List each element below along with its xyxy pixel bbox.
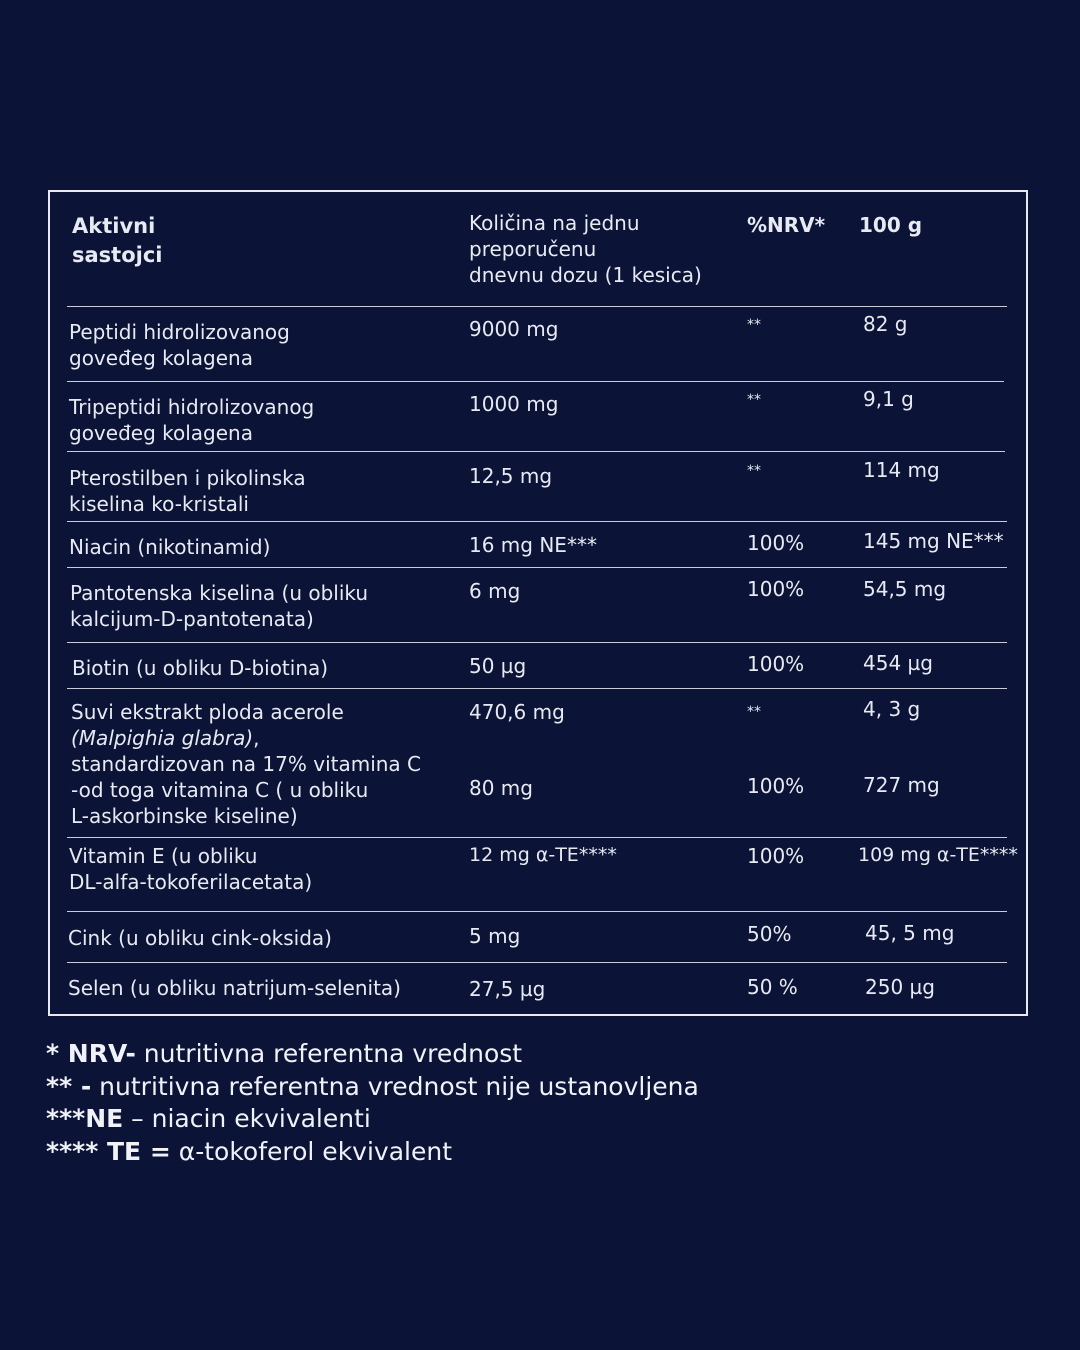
row-per100: 114 mg: [863, 458, 940, 482]
row-name-line: DL-alfa-tokoferilacetata): [69, 870, 313, 894]
footnote-nrv-not-established: [46, 1071, 699, 1104]
header-col2-line2: preporučenu: [469, 237, 597, 261]
row-per100: 9,1 g: [863, 387, 914, 411]
latin-name: (Malpighia glabra): [71, 726, 254, 750]
row-nrv: 100%: [747, 531, 805, 555]
footnote-mark: * NRV-: [46, 1039, 136, 1068]
row-amount: 50 µg: [469, 654, 527, 678]
row-name: [69, 465, 306, 517]
row-nrv-secondary: 100%: [747, 774, 805, 798]
header-col2-line1: Količina na jednu: [469, 211, 640, 235]
header-col1-line2: sastojci: [72, 243, 163, 267]
row-nrv: **: [747, 392, 761, 408]
row-name: Biotin (u obliku D-biotina): [72, 656, 329, 680]
row-nrv: 100%: [747, 577, 805, 601]
row-per100: 109 mg α-TE****: [858, 844, 1018, 866]
row-per100: 250 µg: [865, 975, 935, 999]
row-name: [69, 394, 314, 446]
row-amount: 12,5 mg: [469, 464, 553, 488]
row-nrv: 50%: [747, 922, 792, 946]
row-name: [70, 580, 368, 632]
row-name-punct: ,: [253, 726, 260, 750]
row-name: Cink (u obliku cink-oksida): [68, 926, 332, 950]
divider: [67, 911, 1007, 912]
divider: [67, 521, 1007, 522]
row-name-line: Suvi ekstrakt ploda acerole: [71, 700, 344, 724]
footnote-text: α-tokoferol ekvivalent: [170, 1136, 452, 1166]
row-name-line: goveđeg kolagena: [69, 346, 253, 370]
row-per100: 82 g: [863, 312, 908, 336]
row-nrv: **: [747, 317, 761, 333]
footnote-mark: ** -: [46, 1071, 92, 1101]
row-per100: 4, 3 g: [863, 697, 921, 721]
row-amount: 5 mg: [469, 924, 521, 948]
row-name-line: goveđeg kolagena: [69, 421, 253, 445]
row-name-line: -od toga vitamina C ( u obliku: [71, 778, 369, 802]
footnote-nrv: [46, 1038, 699, 1071]
header-amount: [469, 210, 702, 288]
row-name: [71, 699, 421, 829]
footnote-mark: **** TE =: [46, 1136, 171, 1166]
header-active-ingredients: [72, 212, 162, 270]
row-name-line: Vitamin E (u obliku: [69, 844, 258, 868]
row-name-line: L-askorbinske kiseline): [71, 804, 298, 828]
footnote-text: nutritivna referentna vrednost: [135, 1039, 523, 1068]
divider: [67, 642, 1007, 643]
row-amount-secondary: 80 mg: [469, 776, 533, 800]
divider: [67, 381, 1004, 382]
divider: [67, 837, 1007, 838]
footnote-tocopherol: [46, 1136, 699, 1169]
row-nrv: **: [747, 463, 761, 479]
row-amount: 6 mg: [469, 579, 521, 603]
row-per100: 145 mg NE***: [863, 529, 1004, 553]
footnotes: [46, 1038, 699, 1168]
row-name-line: Peptidi hidrolizovanog: [69, 320, 290, 344]
header-nrv: %NRV*: [747, 213, 826, 237]
row-per100: 54,5 mg: [863, 577, 947, 601]
row-name: [69, 843, 312, 895]
row-amount: 27,5 µg: [469, 977, 546, 1001]
row-name-line: [71, 725, 421, 751]
header-col2-line3: dnevnu dozu (1 kesica): [469, 263, 702, 287]
footnote-niacin: [46, 1103, 699, 1136]
nutrition-table: [48, 190, 1028, 1016]
footnote-mark: ***NE: [46, 1104, 124, 1133]
divider: [67, 451, 1005, 452]
row-name: [69, 319, 290, 371]
row-amount: 470,6 mg: [469, 700, 565, 724]
row-name-line: Pantotenska kiselina (u obliku: [70, 581, 369, 605]
row-amount: 16 mg NE***: [469, 533, 597, 557]
divider: [67, 306, 1007, 307]
row-per100: 454 µg: [863, 651, 933, 675]
row-name: Niacin (nikotinamid): [69, 535, 271, 559]
row-nrv: 100%: [747, 652, 805, 676]
row-per100-secondary: 727 mg: [863, 773, 940, 797]
row-name: Selen (u obliku natrijum-selenita): [68, 976, 401, 1000]
divider: [67, 688, 1007, 689]
row-amount: 1000 mg: [469, 392, 559, 416]
footnote-text: nutritivna referentna vrednost nije ustanovljena: [91, 1071, 699, 1101]
row-nrv: 100%: [747, 844, 805, 868]
row-name-line: Pterostilben i pikolinska: [69, 466, 306, 490]
header-col1-line1: Aktivni: [72, 214, 156, 238]
header-per-100g: 100 g: [859, 213, 923, 237]
row-name-line: kalcijum-D-pantotenata): [70, 607, 314, 631]
divider: [67, 962, 1007, 963]
row-nrv: 50 %: [747, 975, 798, 999]
footnote-text: – niacin ekvivalenti: [123, 1104, 371, 1133]
row-amount: 9000 mg: [469, 317, 559, 341]
row-amount: 12 mg α-TE****: [469, 844, 617, 866]
row-name-line: kiselina ko-kristali: [69, 492, 249, 516]
row-nrv: **: [747, 704, 761, 720]
row-name-line: standardizovan na 17% vitamina C: [71, 752, 422, 776]
divider: [67, 567, 1007, 568]
row-per100: 45, 5 mg: [865, 921, 955, 945]
row-name-line: Tripeptidi hidrolizovanog: [69, 395, 315, 419]
